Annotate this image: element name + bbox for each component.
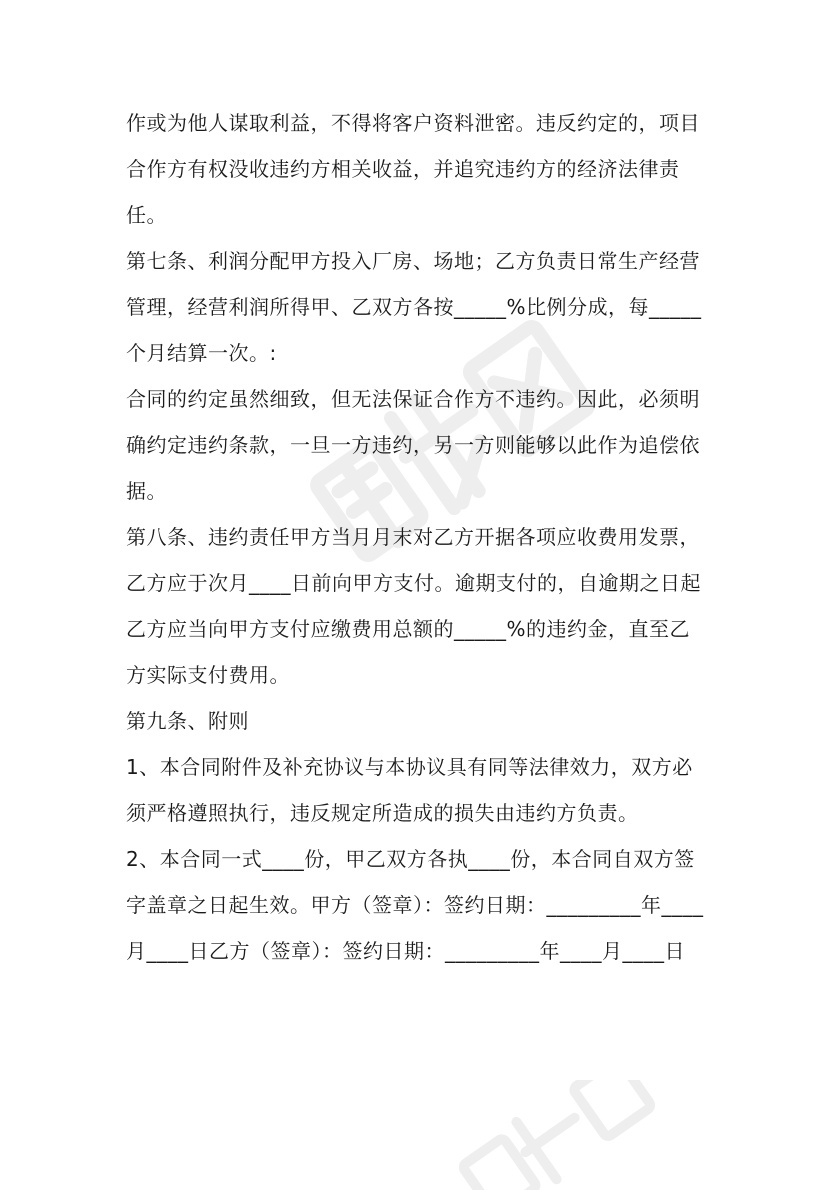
paragraph-article-8: 第八条、违约责任甲方当月月末对乙方开据各项应收费用发票，乙方应于次月____日前向甲方支付。逾期支付的，自逾期之日起乙方应当向甲方支付应缴费用总额的_____%的违约金，直至乙方实际支付费用。 <box>126 525 701 687</box>
paragraph-clause-1: 1、本合同附件及补充协议与本协议具有同等法律效力，双方必须严格遵照执行，违反规定所造成的损失由违约方负责。 <box>126 755 693 825</box>
paragraph-note-breach: 合同的约定虽然细致，但无法保证合作方不违约。因此，必须明确约定违约条款，一旦一方违约，另一方则能够以此作为追偿依据。 <box>126 387 700 503</box>
paragraph-article-9-title: 第九条、附则 <box>126 709 249 733</box>
paragraph-obligation-end: 作或为他人谋取利益，不得将客户资料泄密。违反约定的，项目合作方有权没收违约方相关收益，并追究违约方的经济法律责任。 <box>126 111 700 227</box>
document-body <box>126 100 706 974</box>
paragraph-article-7: 第七条、利润分配甲方投入厂房、场地；乙方负责日常生产经营管理，经营利润所得甲、乙双方各按_____%比例分成，每_____个月结算一次。: <box>126 249 702 365</box>
paragraph-clause-2: 2、本合同一式____份，甲乙双方各执____份，本合同自双方签字盖章之日起生效。甲方（签章）：签约日期：_________年____月____日乙方（签章）：签约日期：_________年____月____日 <box>126 847 704 963</box>
